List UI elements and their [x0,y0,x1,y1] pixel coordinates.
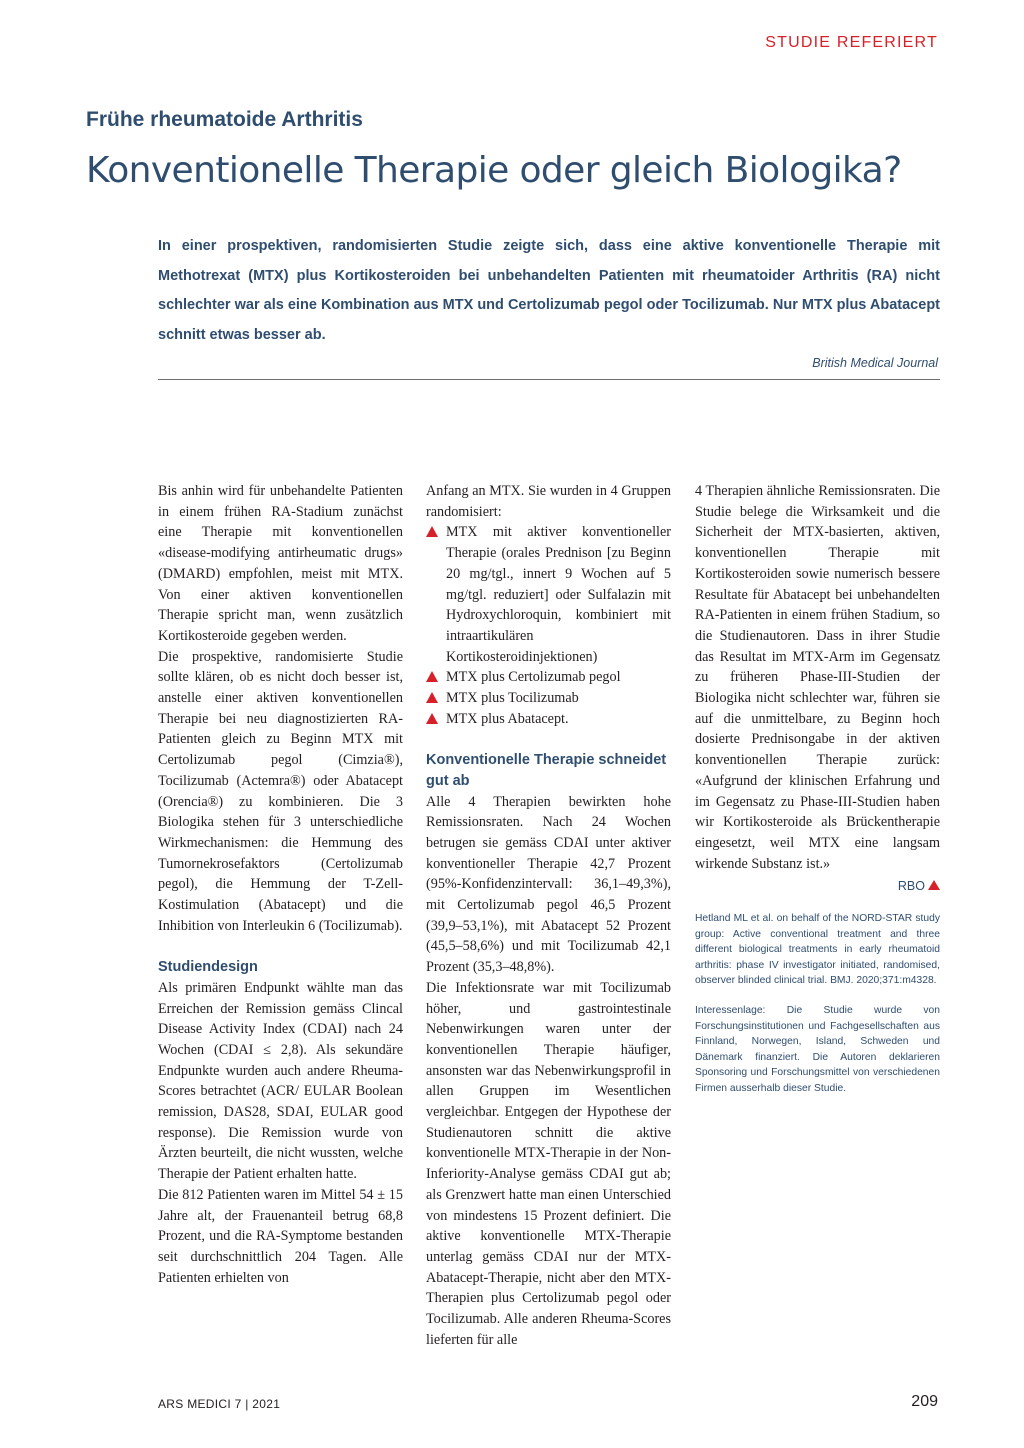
triangle-end-icon [928,880,940,890]
conflict-of-interest: Interessenlage: Die Studie wurde von Forschungsinstitutionen und Fachgesellschaften aus Finnland, Norwegen, Island, Schweden und Dänemark finanziert. Die Autoren deklarieren Sponsoring und Forschungsmittel von verschiedenen Firmen ausserhalb dieser Studie. [695,1005,940,1094]
source-label: British Medical Journal [812,356,938,370]
paragraph: Die 812 Patienten waren im Mittel 54 ± 15 Jahre alt, der Frauenanteil betrug 68,8 Prozent, und die RA-Symptome bestanden seit durchschnittlich 204 Tagen. Alle Patienten erhielten von [158,1186,403,1286]
page-number: 209 [911,1393,938,1410]
randomization-groups-list [426,522,671,729]
article-lead: In einer prospektiven, randomisierten Studie zeigte sich, dass eine aktive konventionelle Therapie mit Methotrexat (MTX) plus Kortikosteroiden bei unbehandelten Patienten mit rheumatoider Arthritis (RA) nicht schlechter war als eine Kombination aus MTX und Certolizumab pegol oder Tocilizumab. Nur MTX plus Abatacept schnitt etwas besser ab. [158,238,940,344]
list-item: MTX plus Certolizumab pegol [426,667,671,688]
list-item: MTX mit aktiver konventioneller Therapie (orales Prednison [zu Beginn 20 mg/tgl., innert 9 Wochen auf 5 mg/tgl. reduziert] oder Sulfalazin mit Hydroxychloroquin, kombiniert mit intraartikulären Kortikosteroidinjektionen) [426,522,671,667]
divider-rule [158,379,940,380]
column-2 [426,481,671,1351]
subheading-studiendesign: Studiendesign [158,959,258,976]
paragraph: 4 Therapien ähnliche Remissionsraten. Die Studie belege die Wirksamkeit und die Sicherheit der MTX-basierten, aktiven, konventionellen Therapie mit Kortikosteroiden sowie numerisch bessere Resultate für Abatacept bei unbehandelten RA-Patienten in einem frühen Stadium, so die Studienautoren. Dass in ihrer Studie das Resultat im MTX-Arm im Gegensatz zu früheren Phase-III-Studien der Biologika nicht schlechter war, führen sie auf die unmittelbare, zu Beginn hoch dosierte Prednisongabe in der aktiven konventionellen Therapie zurück: «Aufgrund der klinischen Erfahrung und im Gegensatz zu Phase-III-Studien haben wir Kortikosteroide als Brückentherapie eingesetzt, weil MTX eine langsam wirkende Substanz ist.» [695,483,940,872]
paragraph: Anfang an MTX. Sie wurden in 4 Gruppen randomisiert: [426,483,671,520]
triangle-bullet-icon [426,713,438,724]
triangle-bullet-icon [426,671,438,682]
paragraph: Alle 4 Therapien bewirkten hohe Remissionsraten. Nach 24 Wochen betrugen sie gemäss CDAI unter aktiver konventioneller Therapie 42,7 Prozent (95%-Konfidenzintervall: 36,1–49,3%), mit Certolizumab pegol 46,5 Prozent (39,9–53,1%), mit Abatacept 52 Prozent (45,5–58,6%) und mit Tocilizumab 42,1 Prozent (35,3–48,8%). [426,793,671,976]
list-item: MTX plus Tocilizumab [426,688,671,709]
reference: Hetland ML et al. on behalf of the NORD-STAR study group: Active conventional treatment and three different biological treatments in early rheumatoid arthritis: phase IV investigator initiated, randomised, observer blinded clinical trial. BMJ. 2020;371:m4328. [695,913,940,987]
list-item: MTX plus Abatacept. [426,709,671,730]
footer-journal: ARS MEDICI 7 | 2021 [158,1397,281,1411]
paragraph: Die Infektionsrate war mit Tocilizumab höher, und gastrointestinale Nebenwirkungen waren unter der konventionellen Therapie häufiger, ansonsten war das Nebenwirkungsprofil in allen Gruppen im Wesentlichen vergleichbar. Entgegen der Hypothese der Studienautoren schnitt die aktive konventionelle MTX-Therapie in der Non-Inferiority-Analyse gemäss CDAI gut ab; als Grenzwert hatte man einen Unterschied von mindestens 15 Prozent definiert. Die aktive konventionelle MTX-Therapie unterlag gemäss CDAI nur der MTX-Abatacept-Therapie, nicht aber den MTX-Therapien plus Certolizumab pegol oder Tocilizumab. Alle anderen Rheuma-Scores lieferten für alle [426,979,671,1348]
triangle-bullet-icon [426,526,438,537]
paragraph: Die prospektive, randomisierte Studie sollte klären, ob es nicht doch besser ist, anstelle einer aktiven konventionellen Therapie bei neu diagnostizierten RA-Patienten gleich zu Beginn MTX mit Certolizumab pegol (Cimzia®), Tocilizumab (Actemra®) oder Abatacept (Orencia®) zu kombinieren. Die 3 Biologika stehen für 3 unterschiedliche Wirkmechanismen: die Hemmung des Tumornekrosefaktors (Certolizumab pegol), die Hemmung der T-Zell-Kostimulation (Abatacept) und die Inhibition von Interleukin 6 (Tocilizumab). [158,648,403,934]
article-title: Konventionelle Therapie oder gleich Biologika? [86,150,902,191]
paragraph: Als primären Endpunkt wählte man das Erreichen der Remission gemäss Clincal Disease Activity Index (CDAI) nach 24 Wochen (CDAI ≤ 2,8). Als sekundäre Endpunkte wurden auch andere Rheuma-Scores betrachtet (ACR/ EULAR Boolean remission, DAS28, SDAI, EULAR good response). Die Remission wurde von Ärzten beurteilt, die nicht wussten, welche Therapie der Patient erhalten hatte. [158,979,403,1183]
article-kicker: Frühe rheumatoide Arthritis [86,108,363,131]
triangle-bullet-icon [426,692,438,703]
section-label: STUDIE REFERIERT [765,34,938,51]
column-3 [695,481,940,1097]
column-1 [158,481,403,1288]
subheading-konventionelle-therapie: Konventionelle Therapie schneidet gut ab [426,752,667,789]
paragraph: Bis anhin wird für unbehandelte Patienten in einem frühen RA-Stadium zunächst eine Therapie mit konventionellen «disease-modifying antirheumatic drugs» (DMARD) empfohlen, meist mit MTX. Von einer aktiven konventionellen Therapie spricht man, wenn zusätzlich Kortikosteroide gegeben werden. [158,483,403,644]
author-signature: RBO [898,876,940,897]
